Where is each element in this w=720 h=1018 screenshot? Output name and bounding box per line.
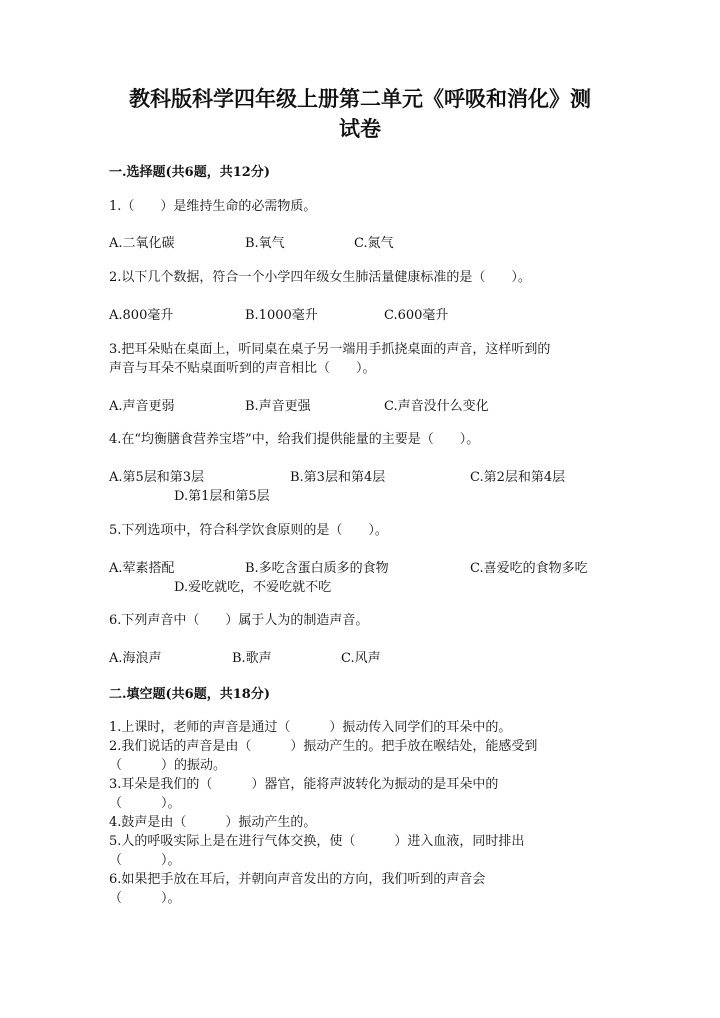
q6-option-c: C.风声 <box>341 651 381 666</box>
q6-option-b: B.歌声 <box>232 651 272 666</box>
title-line-1: 教科版科学四年级上册第二单元《呼吸和消化》测 <box>129 86 591 111</box>
q4-option-c: C.第2层和第4层 <box>470 470 566 485</box>
q5-option-c: C.喜爱吃的食物多吃 <box>470 561 588 576</box>
fill-question-6-line-2: （ ）。 <box>109 891 181 906</box>
q2-option-b: B.1000毫升 <box>245 308 318 323</box>
fill-question-6 <box>109 870 609 908</box>
fill-question-5 <box>109 832 609 870</box>
fill-question-1: 1.上课时，老师的声音是通过（ ）振动传入同学们的耳朵中的。 <box>109 720 512 735</box>
question-1: 1.（ ）是维持生命的必需物质。 <box>109 199 317 214</box>
section-heading-choice: 一.选择题(共6题，共12分) <box>109 165 270 180</box>
section-heading-fill: 二.填空题(共6题，共18分) <box>109 687 270 702</box>
q2-option-a: A.800毫升 <box>109 308 174 323</box>
q2-option-c: C.600毫升 <box>384 308 449 323</box>
q4-option-d: D.第1层和第5层 <box>174 489 270 504</box>
fill-question-6-line-1: 6.如果把手放在耳后，并朝向声音发出的方向，我们听到的声音会 <box>109 872 486 887</box>
fill-question-4: 4.鼓声是由（ ）振动产生的。 <box>109 815 317 830</box>
q4-option-a: A.第5层和第3层 <box>109 470 205 485</box>
q5-option-b: B.多吃含蛋白质多的食物 <box>245 561 389 576</box>
title-line-2: 试卷 <box>339 116 381 141</box>
fill-question-2 <box>109 737 609 775</box>
question-2: 2.以下几个数据，符合一个小学四年级女生肺活量健康标准的是（ ）。 <box>109 270 531 285</box>
fill-question-2-line-2: （ ）的振动。 <box>109 758 227 773</box>
question-5: 5.下列选项中，符合科学饮食原则的是（ ）。 <box>109 523 388 538</box>
q3-option-a: A.声音更弱 <box>109 399 175 414</box>
q5-option-d: D.爱吃就吃，不爱吃就不吃 <box>174 580 332 595</box>
q3-option-c: C.声音没什么变化 <box>384 399 489 414</box>
q3-option-b: B.声音更强 <box>245 399 311 414</box>
q4-option-b: B.第3层和第4层 <box>290 470 386 485</box>
question-6: 6.下列声音中（ ）属于人为的制造声音。 <box>109 613 369 628</box>
fill-question-3-line-1: 3.耳朵是我们的（ ）器官，能将声波转化为振动的是耳朵中的 <box>109 777 499 792</box>
question-3-line-1: 3.把耳朵贴在桌面上，听同桌在桌子另一端用手抓挠桌面的声音，这样听到的 <box>109 342 551 357</box>
fill-question-2-line-1: 2.我们说话的声音是由（ ）振动产生的。把手放在喉结处，能感受到 <box>109 739 538 754</box>
q5-option-a: A.荤素搭配 <box>109 561 175 576</box>
fill-question-5-line-1: 5.人的呼吸实际上是在进行气体交换，使（ ）进入血液，同时排出 <box>109 834 525 849</box>
question-4: 4.在“均衡膳食营养宝塔”中，给我们提供能量的主要是（ ）。 <box>109 432 480 447</box>
question-3 <box>109 340 609 378</box>
q1-option-c: C.氮气 <box>354 236 394 251</box>
question-3-line-2: 声音与耳朵不贴桌面听到的声音相比（ ）。 <box>109 361 376 376</box>
q1-option-b: B.氧气 <box>245 236 285 251</box>
page-title <box>100 84 620 144</box>
fill-question-5-line-2: （ ）。 <box>109 853 181 868</box>
fill-question-3 <box>109 775 609 813</box>
q1-option-a: A.二氧化碳 <box>109 236 175 251</box>
fill-question-3-line-2: （ ）。 <box>109 796 181 811</box>
q6-option-a: A.海浪声 <box>109 651 162 666</box>
